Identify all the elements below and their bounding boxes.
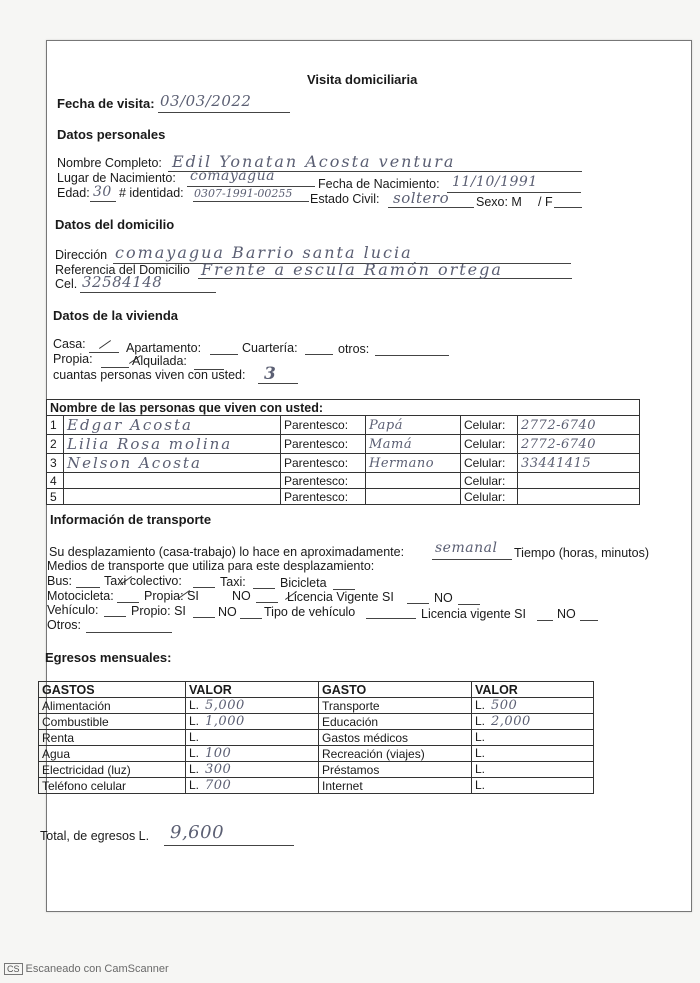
expense-name-2: Internet	[319, 778, 472, 794]
col-valor-2: VALOR	[472, 682, 594, 698]
total-value: 9,600	[170, 822, 225, 843]
expense-amount: 100	[205, 746, 232, 761]
resident-phone	[518, 473, 640, 489]
personal-heading: Datos personales	[57, 127, 166, 142]
visit-date-label: Fecha de visita:	[57, 96, 155, 111]
otros-label: otros:	[338, 342, 370, 356]
address-label: Dirección	[55, 248, 108, 262]
vehiculo-licencia-label: Licencia vigente SI	[421, 607, 526, 621]
expense-amount: 2,000	[491, 714, 531, 729]
expense-name: Electricidad (luz)	[39, 762, 186, 778]
expense-value	[186, 762, 319, 778]
alquilada-label: Alquilada:	[132, 354, 187, 368]
expenses-table	[38, 681, 594, 794]
currency-label: L.	[475, 746, 486, 760]
expense-value-2	[472, 778, 594, 794]
resident-number: 3	[47, 454, 64, 473]
currency-label: L.	[189, 746, 200, 760]
resident-relationship	[366, 473, 461, 489]
resident-number: 1	[47, 416, 64, 435]
expense-row	[39, 698, 594, 714]
commute-time-unit-label: Tiempo (horas, minutos)	[514, 546, 649, 560]
expense-value-2	[472, 698, 594, 714]
id-value: 0307-1991-00255	[194, 187, 293, 200]
transport-means-label: Medios de transporte que utiliza para este desplazamiento:	[47, 559, 375, 573]
expense-value	[186, 730, 319, 746]
expense-name: Combustible	[39, 714, 186, 730]
civil-label: Estado Civil:	[310, 192, 380, 206]
residents-header: Nombre de las personas que viven con usted:	[47, 400, 640, 416]
cel-value: 32584148	[82, 273, 163, 291]
currency-label: L.	[189, 762, 200, 776]
cel-label: Cel.	[55, 277, 78, 291]
expense-amount: 1,000	[205, 714, 245, 729]
parentesco-label: Parentesco:	[281, 489, 366, 505]
housing-heading: Datos de la vivienda	[53, 308, 178, 323]
resident-name: Edgar Acosta	[64, 416, 281, 435]
resident-row	[47, 489, 640, 505]
expense-name-2: Gastos médicos	[319, 730, 472, 746]
parentesco-label: Parentesco:	[281, 416, 366, 435]
expense-value	[186, 698, 319, 714]
reference-value: Frente a escula Ramón ortega	[201, 260, 503, 279]
celular-label: Celular:	[461, 454, 518, 473]
expense-row	[39, 746, 594, 762]
birthdate-value: 11/10/1991	[452, 174, 538, 190]
parentesco-label: Parentesco:	[281, 435, 366, 454]
birthplace-label: Lugar de Nacimiento:	[57, 171, 176, 185]
resident-number: 5	[47, 489, 64, 505]
birthdate-label: Fecha de Nacimiento:	[318, 177, 440, 191]
name-value: Edil Yonatan Acosta ventura	[172, 152, 456, 171]
resident-name	[64, 473, 281, 489]
bicicleta-label: Bicicleta	[280, 576, 327, 590]
currency-label: L.	[475, 714, 486, 728]
name-label: Nombre Completo:	[57, 156, 162, 170]
expense-value-2	[472, 762, 594, 778]
expense-amount: 5,000	[205, 698, 245, 713]
expense-value-2	[472, 730, 594, 746]
expense-row	[39, 778, 594, 794]
transport-heading: Información de transporte	[50, 512, 212, 527]
resident-relationship	[366, 489, 461, 505]
vehiculo-label: Vehículo:	[47, 603, 99, 617]
taxi-label: Taxi:	[220, 575, 246, 589]
currency-label: L.	[475, 698, 486, 712]
moto-licencia-label: Licencia Vigente SI	[287, 590, 394, 604]
expense-name: Renta	[39, 730, 186, 746]
expense-name: Agua	[39, 746, 186, 762]
taxi-colectivo-label: Taxi colectivo:	[104, 574, 182, 588]
residents-table	[46, 399, 640, 505]
expense-amount: 700	[205, 778, 232, 793]
domicile-heading: Datos del domicilio	[55, 217, 175, 232]
resident-name: Nelson Acosta	[64, 454, 281, 473]
expense-name-2: Transporte	[319, 698, 472, 714]
vehiculo-licencia-no-label: NO	[557, 607, 576, 621]
sex-female-label: / F	[538, 195, 553, 209]
resident-name: Lilia Rosa molina	[64, 435, 281, 454]
resident-phone: 33441415	[518, 454, 640, 473]
expense-name-2: Préstamos	[319, 762, 472, 778]
celular-label: Celular:	[461, 416, 518, 435]
people-count-value: 3	[264, 364, 277, 384]
transport-otros-label: Otros:	[47, 618, 82, 632]
expense-name-2: Recreación (viajes)	[319, 746, 472, 762]
cuarteria-label: Cuartería:	[242, 341, 298, 355]
expense-value	[186, 714, 319, 730]
age-label: Edad:	[57, 186, 90, 200]
resident-phone	[518, 489, 640, 505]
currency-label: L.	[189, 714, 200, 728]
expense-name: Teléfono celular	[39, 778, 186, 794]
age-value: 30	[93, 184, 112, 200]
expense-name: Alimentación	[39, 698, 186, 714]
commute-time-label: Su desplazamiento (casa-trabajo) lo hace en aproximadamente:	[49, 545, 405, 559]
currency-label: L.	[475, 730, 486, 744]
celular-label: Celular:	[461, 435, 518, 454]
resident-phone: 2772-6740	[518, 435, 640, 454]
apartment-label: Apartamento:	[126, 341, 202, 355]
total-label: Total, de egresos L.	[40, 829, 150, 843]
col-valor: VALOR	[186, 682, 319, 698]
currency-label: L.	[475, 762, 486, 776]
expense-amount: 500	[491, 698, 518, 713]
sex-label: Sexo: M	[476, 195, 522, 209]
propia-label: Propia:	[53, 352, 93, 366]
expense-value	[186, 746, 319, 762]
casa-label: Casa:	[53, 337, 86, 351]
visit-date-value: 03/03/2022	[160, 92, 252, 110]
currency-label: L.	[189, 730, 200, 744]
col-gasto: GASTO	[319, 682, 472, 698]
expense-row	[39, 714, 594, 730]
casa-check-mark	[96, 339, 110, 351]
currency-label: L.	[189, 698, 200, 712]
address-value: comayagua Barrio santa lucia	[115, 243, 413, 262]
expense-value-2	[472, 714, 594, 730]
form-title: Visita domiciliaria	[307, 72, 418, 87]
motocicleta-label: Motocicleta:	[47, 589, 114, 603]
vehiculo-propio-no-label: NO	[218, 605, 237, 619]
expense-value	[186, 778, 319, 794]
parentesco-label: Parentesco:	[281, 454, 366, 473]
birthplace-value: comayagua	[190, 168, 275, 184]
col-gastos: GASTOS	[39, 682, 186, 698]
celular-label: Celular:	[461, 473, 518, 489]
vehiculo-propio-si-label: Propio: SI	[131, 604, 186, 618]
resident-row	[47, 416, 640, 435]
parentesco-label: Parentesco:	[281, 473, 366, 489]
expense-row	[39, 762, 594, 778]
currency-label: L.	[189, 778, 200, 792]
moto-propia-no-label: NO	[232, 589, 251, 603]
scanner-footer	[4, 963, 169, 975]
resident-row	[47, 435, 640, 454]
reference-label: Referencia del Domicilio	[55, 263, 190, 277]
commute-time-value: semanal	[435, 540, 498, 556]
expenses-heading: Egresos mensuales:	[45, 650, 172, 665]
expense-amount: 300	[205, 762, 232, 777]
resident-phone: 2772-6740	[518, 416, 640, 435]
moto-propia-si-label: Propia: SI	[144, 589, 199, 603]
resident-relationship: Hermano	[366, 454, 461, 473]
celular-label: Celular:	[461, 489, 518, 505]
resident-relationship: Mamá	[366, 435, 461, 454]
expense-row	[39, 730, 594, 746]
tipo-vehiculo-label: Tipo de vehículo	[264, 605, 356, 619]
expense-value-2	[472, 746, 594, 762]
resident-number: 4	[47, 473, 64, 489]
bus-label: Bus:	[47, 574, 73, 588]
resident-name	[64, 489, 281, 505]
expense-name-2: Educación	[319, 714, 472, 730]
resident-number: 2	[47, 435, 64, 454]
scanner-text: Escaneado con CamScanner	[25, 963, 169, 975]
civil-value: soltero	[393, 189, 450, 207]
currency-label: L.	[475, 778, 486, 792]
resident-relationship: Papá	[366, 416, 461, 435]
resident-row	[47, 473, 640, 489]
camscanner-logo: CS	[4, 963, 23, 975]
id-label: # identidad:	[119, 186, 184, 200]
resident-row	[47, 454, 640, 473]
people-count-label: cuantas personas viven con usted:	[53, 368, 246, 382]
moto-licencia-no-label: NO	[434, 591, 453, 605]
